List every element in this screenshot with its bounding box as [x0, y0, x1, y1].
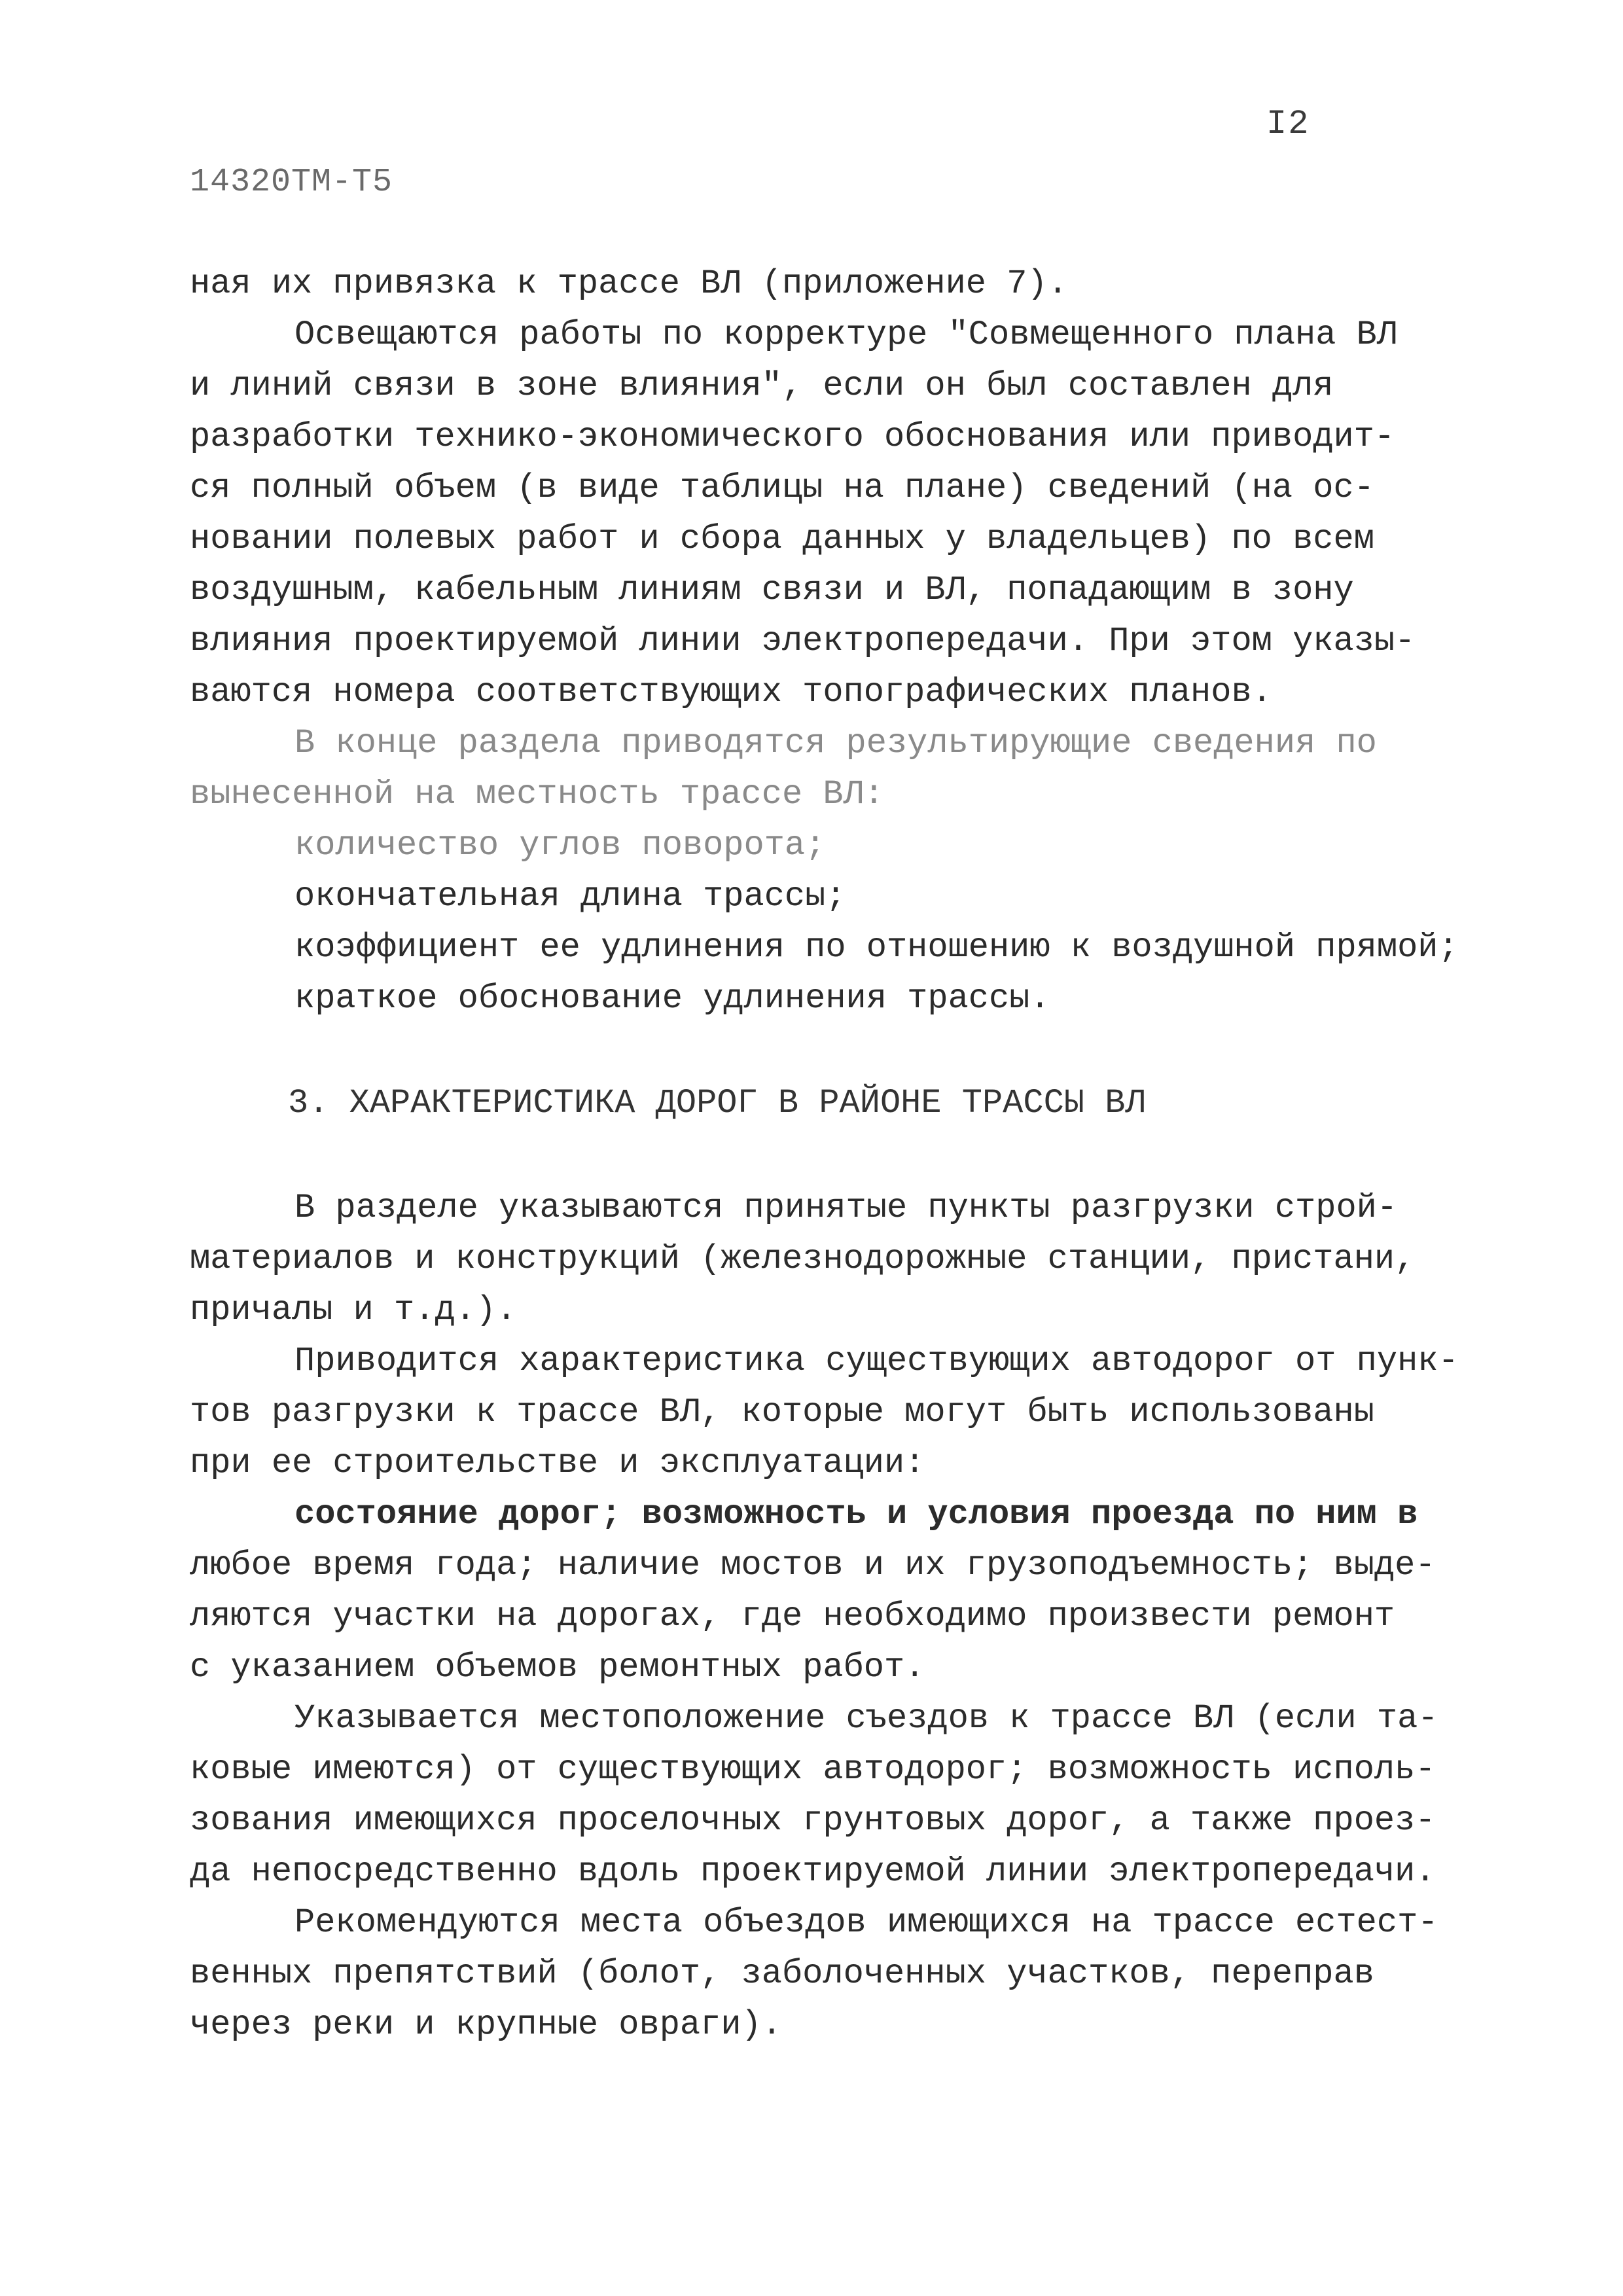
list-item: краткое обоснование удлинения трассы.	[294, 979, 1050, 1018]
text-line: при ее строительстве и эксплуатации:	[190, 1444, 925, 1482]
text-line: с указанием объемов ремонтных работ.	[190, 1648, 925, 1687]
text-line: ная их привязка к трассе ВЛ (приложение 7).	[190, 264, 1068, 303]
text-line: Освещаются работы по корректуре "Совмещенного плана ВЛ	[294, 315, 1398, 354]
text-line: разработки технико-экономического обоснования или приводит-	[190, 418, 1395, 456]
text-line: вынесенной на местность трассе ВЛ:	[190, 775, 884, 814]
section-heading: 3. ХАРАКТЕРИСТИКА ДОРОГ В РАЙОНЕ ТРАССЫ ВЛ	[288, 1084, 1146, 1122]
text-line: зования имеющихся проселочных грунтовых дорог, а также проез-	[190, 1801, 1436, 1840]
text-line: Рекомендуются места объездов имеющихся на трассе естест-	[294, 1903, 1438, 1942]
text-line: через реки и крупные овраги).	[190, 2005, 782, 2044]
document-code: 14320ТМ-Т5	[190, 164, 393, 201]
text-line: состояние дорог; возможность и условия проезда по ним в	[294, 1495, 1418, 1534]
list-item: окончательная длина трассы;	[294, 877, 846, 916]
text-line: да непосредственно вдоль проектируемой линии электропередачи.	[190, 1852, 1436, 1891]
text-line: ваются номера соответствующих топографических планов.	[190, 673, 1272, 711]
text-line: Приводится характеристика существующих автодорог от пунк-	[294, 1342, 1459, 1380]
page-number: I2	[1266, 105, 1310, 143]
text-line: ся полный объем (в виде таблицы на плане) сведений (на ос-	[190, 469, 1374, 507]
text-line: ковые имеются) от существующих автодорог; возможность исполь-	[190, 1750, 1436, 1789]
list-item: количество углов поворота;	[294, 826, 826, 865]
text-line: тов разгрузки к трассе ВЛ, которые могут быть использованы	[190, 1393, 1374, 1431]
text-line: новании полевых работ и сбора данных у владельцев) по всем	[190, 520, 1374, 558]
text-line: материалов и конструкций (железнодорожные станции, пристани,	[190, 1240, 1416, 1278]
text-line: причалы и т.д.).	[190, 1291, 517, 1329]
list-item: коэффициент ее удлинения по отношению к воздушной прямой;	[294, 928, 1459, 967]
text-line: Указывается местоположение съездов к трассе ВЛ (если та-	[294, 1699, 1438, 1738]
text-line: любое время года; наличие мостов и их грузоподъемность; выде-	[190, 1546, 1436, 1585]
text-line: и линий связи в зоне влияния", если он был составлен для	[190, 367, 1334, 405]
text-line: ляются участки на дорогах, где необходимо произвести ремонт	[190, 1597, 1395, 1636]
text-line: В конце раздела приводятся результирующие сведения по	[294, 724, 1377, 762]
text-line: влияния проектируемой линии электропередачи. При этом указы-	[190, 622, 1416, 660]
text-line: венных препятствий (болот, заболоченных участков, переправ	[190, 1954, 1374, 1993]
text-line: воздушным, кабельным линиям связи и ВЛ, попадающим в зону	[190, 571, 1354, 609]
text-line: В разделе указываются принятые пункты разгрузки строй-	[294, 1189, 1398, 1227]
body-text	[190, 259, 1486, 2051]
